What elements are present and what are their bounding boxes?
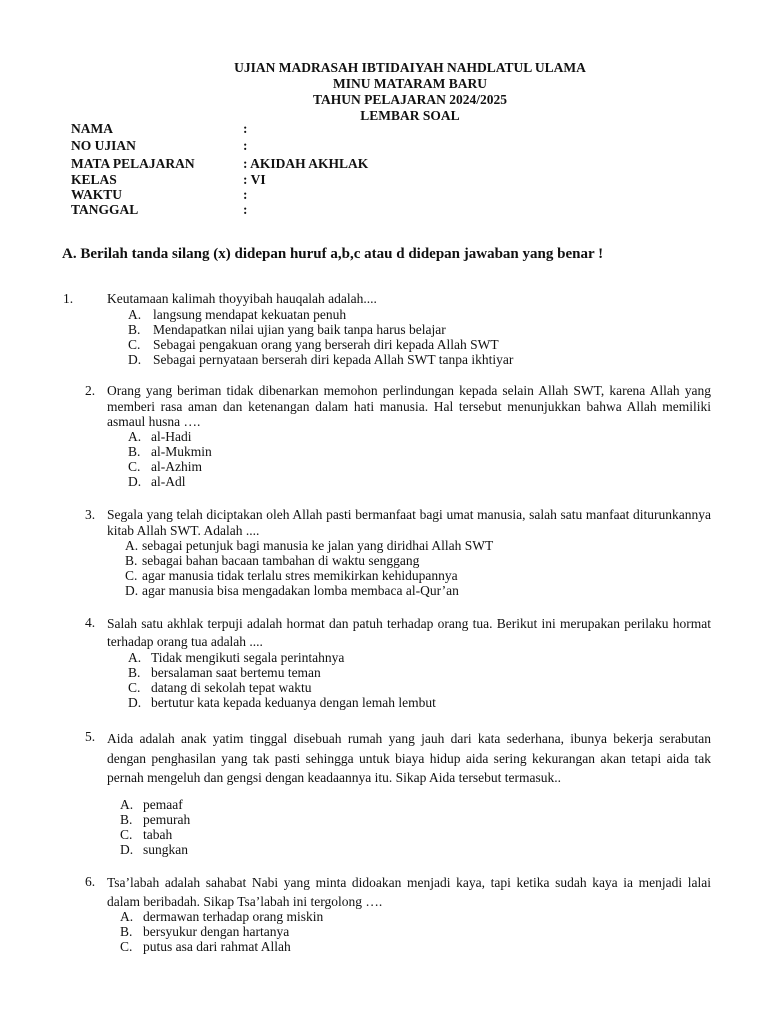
identity-label: MATA PELAJARAN <box>71 156 195 171</box>
option-letter: B. <box>125 553 138 568</box>
question-number: 1. <box>63 291 74 306</box>
option-text: Mendapatkan nilai ujian yang baik tanpa harus belajar <box>153 322 446 337</box>
option-letter: B. <box>120 924 133 939</box>
option-letter: D. <box>128 352 142 367</box>
identity-label: NAMA <box>71 121 113 136</box>
option-letter: C. <box>128 680 141 695</box>
question-text: Orang yang beriman tidak dibenarkan memohon perlindungan kepada selain Allah SWT, karena Allah yang memberi rasa aman dan ketenangan dalam hati manusia. Hal tersebut menunjukkan bahwa Allah memiliki asmaul husna …. <box>107 383 711 429</box>
header-sheet-title: LEMBAR SOAL <box>360 108 460 123</box>
identity-label: TANGGAL <box>71 202 139 217</box>
identity-value: : <box>243 187 248 202</box>
option-letter: A. <box>128 307 142 322</box>
header-year: TAHUN PELAJARAN 2024/2025 <box>312 92 507 107</box>
option-letter: C. <box>120 827 133 842</box>
question-text: Keutamaan kalimah thoyyibah hauqalah adalah.... <box>107 291 377 306</box>
question-text: Aida adalah anak yatim tinggal disebuah rumah yang jauh dari kata sederhana, ibunya bekerja serabutan dengan penghasilan yang tak pasti sehingga untuk biaya hidup aida sering kekurangan akan tetapi aida tak pernah mengeluh dan gengsi dengan keadaannya itu. Sikap Aida tersebut termasuk.. <box>107 731 711 785</box>
option-text: tabah <box>143 827 173 842</box>
option-letter: D. <box>128 474 142 489</box>
option-letter: A. <box>120 909 134 924</box>
identity-value: : <box>243 121 248 136</box>
identity-label: KELAS <box>71 172 117 187</box>
option-letter: B. <box>120 812 133 827</box>
option-letter: A. <box>120 797 134 812</box>
option-letter: D. <box>128 695 142 710</box>
option-letter: D. <box>125 583 139 598</box>
option-text: al-Hadi <box>151 429 192 444</box>
option-letter: A. <box>125 538 139 553</box>
option-text: Sebagai pernyataan berserah diri kepada Allah SWT tanpa ikhtiyar <box>153 352 514 367</box>
question-number: 2. <box>85 383 96 398</box>
option-text: al-Mukmin <box>151 444 212 459</box>
question-number: 4. <box>85 615 96 630</box>
question-text: Segala yang telah diciptakan oleh Allah pasti bermanfaat bagi umat manusia, salah satu manfaat diturunkannya kitab Allah SWT. Adalah .... <box>107 507 711 538</box>
question-number: 6. <box>85 874 96 889</box>
option-text: pemurah <box>143 812 191 827</box>
option-letter: A. <box>128 650 142 665</box>
option-text: al-Adl <box>151 474 186 489</box>
section-a-instruction: A. Berilah tanda silang (x) didepan huruf a,b,c atau d didepan jawaban yang benar ! <box>62 246 604 262</box>
option-text: al-Azhim <box>151 459 202 474</box>
question-number: 3. <box>85 507 96 522</box>
question-text: Salah satu akhlak terpuji adalah hormat dan patuh terhadap orang tua. Berikut ini merupakan perilaku hormat terhadap orang tua adalah .... <box>107 616 711 649</box>
option-letter: D. <box>120 842 134 857</box>
identity-value: : <box>243 202 248 217</box>
identity-value: : AKIDAH AKHLAK <box>243 156 369 171</box>
option-text: agar manusia bisa mengadakan lomba membaca al-Qur’an <box>142 583 459 598</box>
option-text: datang di sekolah tepat waktu <box>151 680 312 695</box>
option-text: dermawan terhadap orang miskin <box>143 909 324 924</box>
option-text: Sebagai pengakuan orang yang berserah diri kepada Allah SWT <box>153 337 499 352</box>
identity-label: WAKTU <box>71 187 123 202</box>
identity-value: : <box>243 138 248 153</box>
identity-label: NO UJIAN <box>71 138 136 153</box>
option-letter: A. <box>128 429 142 444</box>
exam-header <box>210 60 610 124</box>
option-text: langsung mendapat kekuatan penuh <box>153 307 347 322</box>
option-text: sebagai petunjuk bagi manusia ke jalan yang diridhai Allah SWT <box>142 538 494 553</box>
option-letter: B. <box>128 322 141 337</box>
question-number: 5. <box>85 729 96 744</box>
option-text: sungkan <box>143 842 188 857</box>
option-letter: C. <box>128 337 141 352</box>
option-letter: C. <box>128 459 141 474</box>
identity-value: : VI <box>243 172 266 187</box>
option-letter: C. <box>120 939 133 954</box>
option-text: putus asa dari rahmat Allah <box>143 939 291 954</box>
option-text: bertutur kata kepada keduanya dengan lemah lembut <box>151 695 436 710</box>
option-letter: C. <box>125 568 138 583</box>
header-school: MINU MATARAM BARU <box>333 76 487 91</box>
option-letter: B. <box>128 665 141 680</box>
header-institution: UJIAN MADRASAH IBTIDAIYAH NAHDLATUL ULAMA <box>234 60 586 75</box>
question-text: Tsa’labah adalah sahabat Nabi yang minta didoakan menjadi kaya, tapi ketika sudah kaya ia menjadi lalai dalam beribadah. Sikap Tsa’labah ini tergolong …. <box>107 875 711 909</box>
option-text: agar manusia tidak terlalu stres memikirkan kehidupannya <box>142 568 458 583</box>
option-text: bersalaman saat bertemu teman <box>151 665 321 680</box>
option-text: pemaaf <box>143 797 183 812</box>
option-letter: B. <box>128 444 141 459</box>
option-text: sebagai bahan bacaan tambahan di waktu senggang <box>142 553 420 568</box>
option-text: Tidak mengikuti segala perintahnya <box>151 650 345 665</box>
option-text: bersyukur dengan hartanya <box>143 924 290 939</box>
